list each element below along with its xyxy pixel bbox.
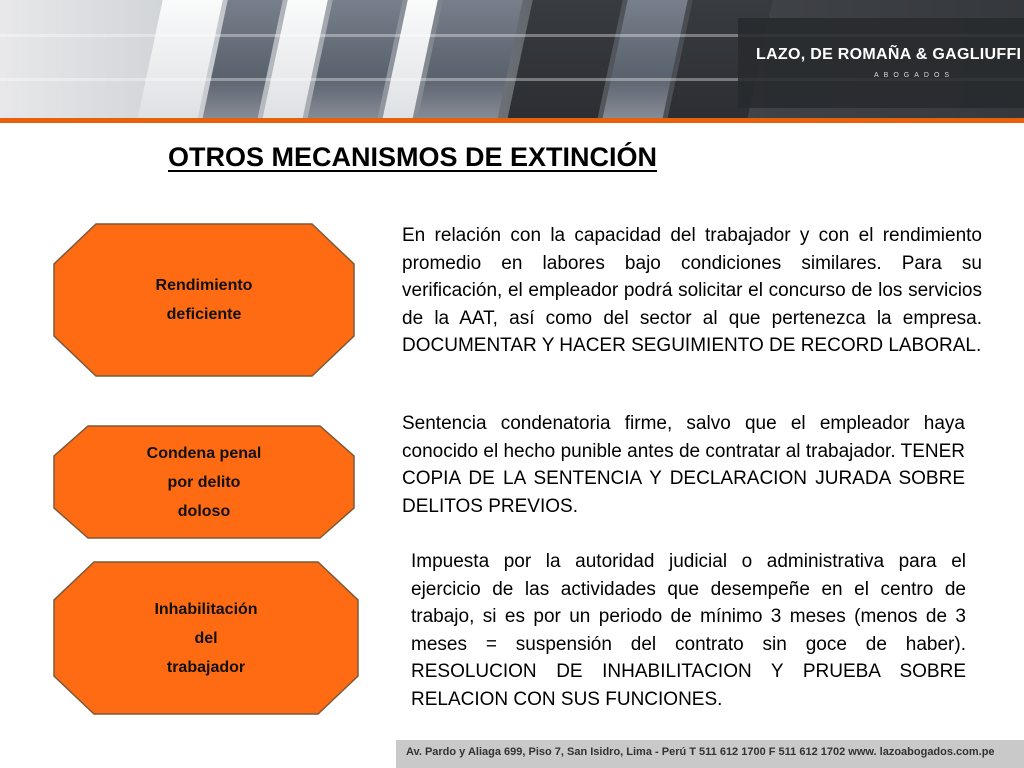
item-label-line: Condena penal bbox=[146, 444, 262, 462]
item-label bbox=[52, 560, 360, 716]
header-accent-line bbox=[0, 118, 1024, 123]
item-label-line: por delito bbox=[167, 473, 241, 491]
item-shape-inhabilitacion bbox=[52, 560, 360, 716]
item-label-line: Rendimiento bbox=[155, 277, 253, 294]
item-label-line: deficiente bbox=[166, 306, 242, 323]
item-shape-rendimiento bbox=[52, 222, 356, 378]
item-label-line: trabajador bbox=[166, 658, 246, 676]
item-label-line: Inhabilitación bbox=[154, 600, 258, 618]
item-shape-condena-penal bbox=[52, 424, 356, 540]
item-label bbox=[52, 222, 356, 378]
item-label bbox=[52, 424, 356, 540]
item-description: Sentencia condenatoria firme, salvo que el empleador haya conocido el hecho punible antes de contratar al trabajador. TENER COPIA DE LA SENTENCIA Y DECLARACION JURADA SOBRE DELITOS PREVIOS. bbox=[402, 413, 965, 517]
page-title: OTROS MECANISMOS DE EXTINCIÓN bbox=[168, 142, 658, 172]
item-label-line: del bbox=[194, 629, 218, 647]
firm-logo-subtitle: ABOGADOS bbox=[874, 72, 955, 79]
footer-contact: Av. Pardo y Aliaga 699, Piso 7, San Isidro, Lima - Perú T 511 612 1700 F 511 612 1702 www. lazoabogados.com.pe bbox=[406, 746, 995, 758]
item-description: Impuesta por la autoridad judicial o administrativa para el ejercicio de las actividades que desempeñe en el centro de trabajo, si es por un periodo de mínimo 3 meses (menos de 3 meses = suspensión del contrato sin goce de haber). RESOLUCION DE INHABILITACION Y PRUEBA SOBRE RELACION CON SUS FUNCIONES. bbox=[411, 551, 966, 710]
item-description: En relación con la capacidad del trabajador y con el rendimiento promedio en labores bajo condiciones similares. Para su verificación, el empleador podrá solicitar el concurso de los servicios de la AAT, así como del sector al que pertenezca la empresa. DOCUMENTAR Y HACER SEGUIMIENTO DE RECORD LABORAL. bbox=[402, 225, 982, 356]
item-label-line: doloso bbox=[177, 502, 231, 520]
firm-logo-name: LAZO, DE ROMAÑA & GAGLIUFFI bbox=[756, 46, 1022, 63]
header-banner bbox=[0, 0, 1024, 118]
